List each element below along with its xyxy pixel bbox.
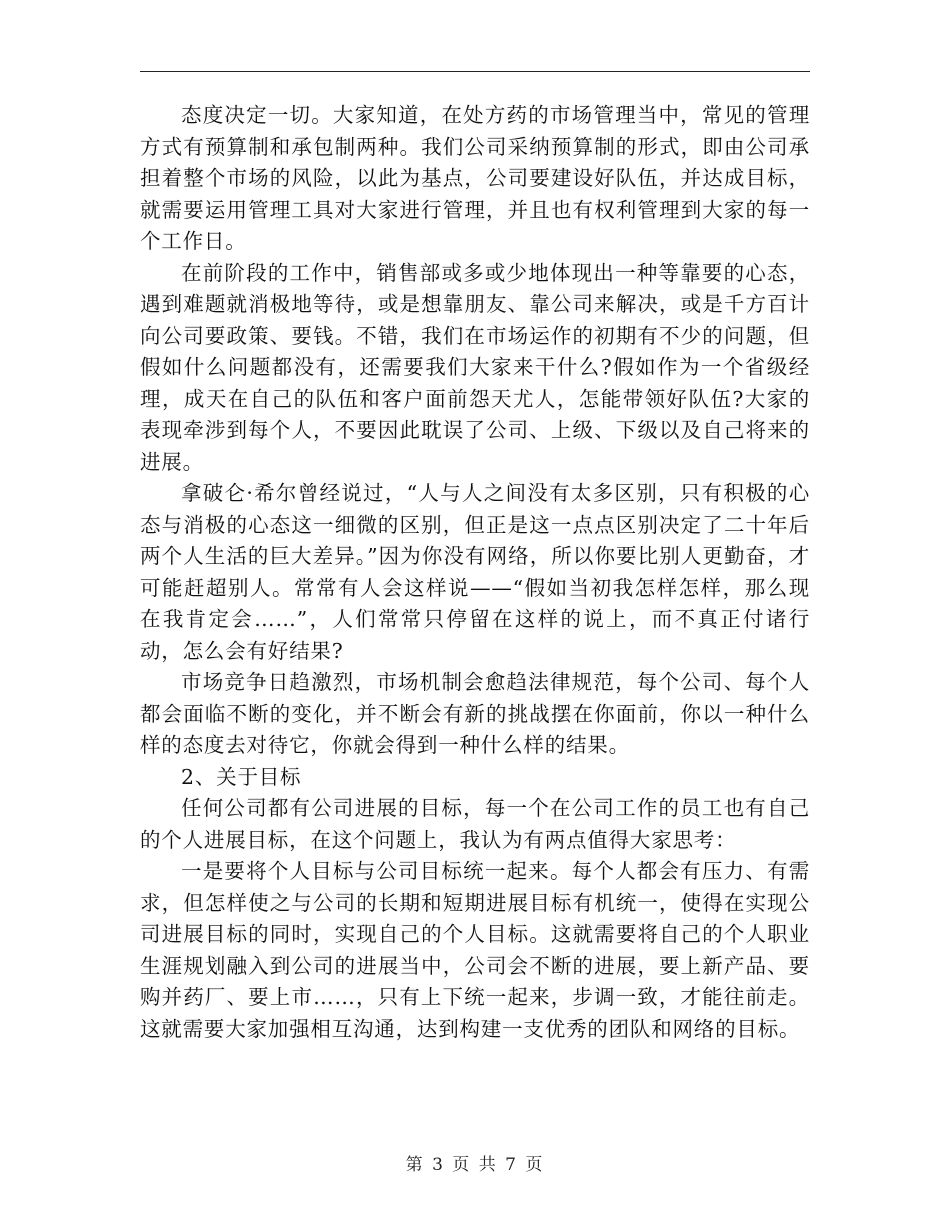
paragraph: 在前阶段的工作中，销售部或多或少地体现出一种等靠要的心态，遇到难题就消极地等待，或是想靠朋友、靠公司来解决，或是千方百计向公司要政策、要钱。不错，我们在市场运作的初期有不少的问题，但假如什么问题都没有，还需要我们大家来干什么?假如作为一个省级经理，成天在自己的队伍和客户面前怨天尤人，怎能带领好队伍?大家的表现牵涉到每个人，不要因此耽误了公司、上级、下级以及自己将来的进展。: [140, 260, 810, 474]
paragraph: 任何公司都有公司进展的目标，每一个在公司工作的员工也有自己的个人进展目标，在这个问题上，我认为有两点值得大家思考：: [140, 796, 810, 852]
header-rule: [140, 71, 810, 72]
paragraph: 拿破仑·希尔曾经说过，“人与人之间没有太多区别，只有积极的心态与消极的心态这一细微的区别，但正是这一点点区别决定了二十年后两个人生活的巨大差异。”因为你没有网络，所以你要比别人更勤奋，才可能赶超别人。常常有人会这样说——“假如当初我怎样怎样，那么现在我肯定会……”，人们常常只停留在这样的说上，而不真正付诸行动，怎么会有好结果?: [140, 481, 810, 663]
section-heading: 2、关于目标: [181, 764, 302, 789]
document-body: [140, 100, 810, 1045]
paragraph: 态度决定一切。大家知道，在处方药的市场管理当中，常见的管理方式有预算制和承包制两种。我们公司采纳预算制的形式，即由公司承担着整个市场的风险，以此为基点，公司要建设好队伍，并达成目标，就需要运用管理工具对大家进行管理，并且也有权利管理到大家的每一个工作日。: [140, 103, 810, 253]
paragraph: 一是要将个人目标与公司目标统一起来。每个人都会有压力、有需求，但怎样使之与公司的长期和短期进展目标有机统一，使得在实现公司进展目标的同时，实现自己的个人目标。这就需要将自己的个人职业生涯规划融入到公司的进展当中，公司会不断的进展，要上新产品、要购并药厂、要上市……，只有上下统一起来，步调一致，才能往前走。这就需要大家加强相互沟通，达到构建一支优秀的团队和网络的目标。: [140, 859, 810, 1041]
paragraph: 市场竞争日趋激烈，市场机制会愈趋法律规范，每个公司、每个人都会面临不断的变化，并不断会有新的挑战摆在你面前，你以一种什么样的态度去对待它，你就会得到一种什么样的结果。: [140, 670, 810, 757]
page-number-footer: 第 3 页 共 7 页: [405, 1155, 545, 1175]
